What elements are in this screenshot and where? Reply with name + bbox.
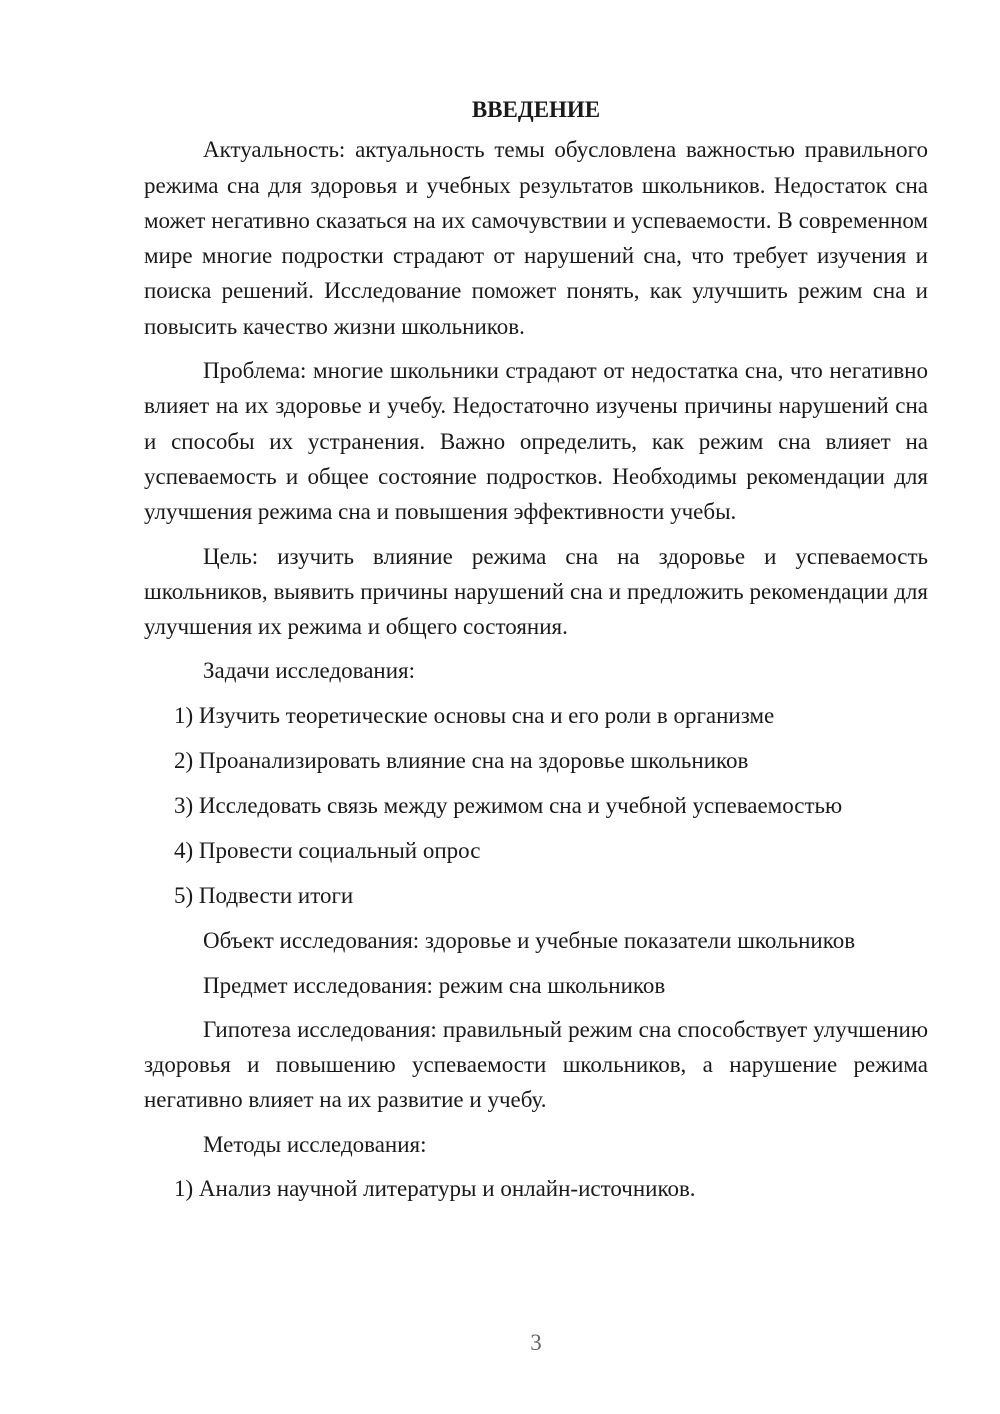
task-item: 3) Исследовать связь между режимом сна и учебной успеваемостью bbox=[174, 792, 843, 818]
method-item: 1) Анализ научной литературы и онлайн-источников. bbox=[174, 1176, 696, 1201]
task-item: 1) Изучить теоретические основы сна и его роли в организме bbox=[174, 702, 775, 728]
research-object: Объект исследования: здоровье и учебные показатели школьников bbox=[203, 928, 856, 954]
task-item: 2) Проанализировать влияние сна на здоровье школьников bbox=[174, 747, 749, 773]
document-page bbox=[144, 92, 928, 1216]
problem-paragraph: Проблема: многие школьники страдают от недостатка сна, что негативно влияет на их здоровье и учебу. Недостаточно изучены причины нарушений сна и способы их устранения. Важно определить, как режим сна влияет на успеваемость и общее состояние подростков. Необходимы рекомендации для улучшения режима сна и повышения эффективности учебы. bbox=[144, 358, 928, 525]
methods-heading: Методы исследования: bbox=[203, 1131, 427, 1157]
task-item: 4) Провести социальный опрос bbox=[174, 838, 481, 864]
tasks-heading: Задачи исследования: bbox=[203, 658, 416, 684]
page-title: ВВЕДЕНИЕ bbox=[471, 97, 601, 122]
goal-paragraph: Цель: изучить влияние режима сна на здоровье и успеваемость школьников, выявить причины нарушений сна и предложить рекомендации для улучшения их режима и общего состояния. bbox=[144, 543, 928, 640]
research-subject: Предмет исследования: режим сна школьников bbox=[203, 972, 666, 998]
hypothesis-paragraph: Гипотеза исследования: правильный режим сна способствует улучшению здоровья и повышению успеваемости школьников, а нарушение режима негативно влияет на их развитие и учебу. bbox=[144, 1016, 928, 1113]
relevance-paragraph: Актуальность: актуальность темы обусловлена важностью правильного режима сна для здоровья и учебных результатов школьников. Недостаток сна может негативно сказаться на их самочувствии и успеваемости. В современном мире многие подростки страдают от нарушений сна, что требует изучения и поиска решений. Исследование поможет понять, как улучшить режим сна и повысить качество жизни школьников. bbox=[144, 137, 928, 339]
task-item: 5) Подвести итоги bbox=[174, 883, 354, 909]
page-number: 3 bbox=[530, 1330, 542, 1355]
